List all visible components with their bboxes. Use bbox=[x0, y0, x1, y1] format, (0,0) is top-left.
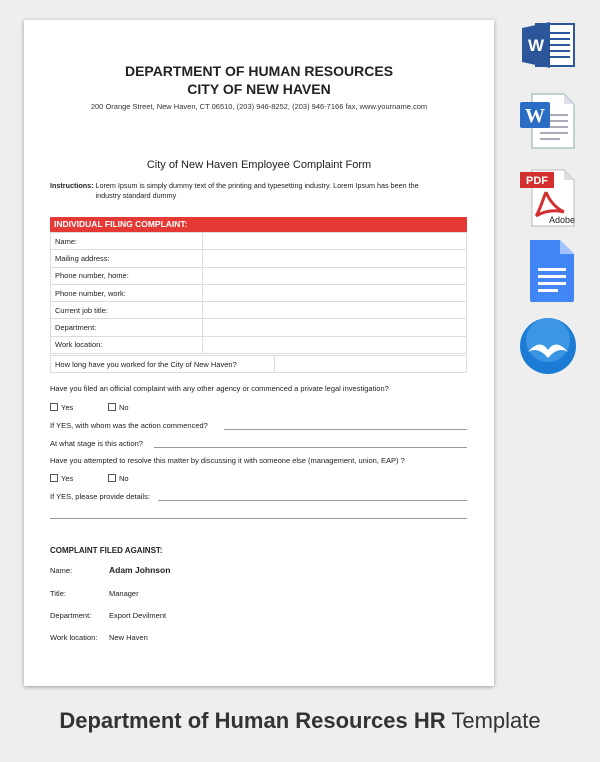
caption-rest: Template bbox=[445, 708, 541, 733]
filing-table bbox=[50, 232, 467, 354]
details-line[interactable] bbox=[158, 500, 467, 501]
q2-yes-option[interactable] bbox=[50, 474, 73, 483]
instructions-text: Lorem Ipsum is simply dummy text of the printing and typesetting industry. Lorem Ipsum has been the industry standard dummy bbox=[95, 181, 419, 200]
row-label: Phone number, work: bbox=[51, 284, 203, 301]
home-phone-field[interactable] bbox=[203, 267, 467, 284]
mailing-address-field[interactable] bbox=[203, 250, 467, 267]
word-doc-icon[interactable] bbox=[518, 90, 578, 150]
checkbox[interactable] bbox=[108, 474, 116, 482]
work-phone-field[interactable] bbox=[203, 284, 467, 301]
against-dept-value: Export Devilment bbox=[109, 611, 167, 620]
details-question: If YES, please provide details: bbox=[50, 492, 150, 501]
table-row bbox=[51, 319, 467, 336]
complaint-against-title: COMPLAINT FILED AGAINST: bbox=[50, 546, 163, 555]
q1-no-option[interactable] bbox=[108, 403, 129, 412]
city-title: CITY OF NEW HAVEN bbox=[187, 81, 331, 97]
row-label: Phone number, home: bbox=[51, 267, 203, 284]
department-field[interactable] bbox=[203, 319, 467, 336]
checkbox[interactable] bbox=[108, 403, 116, 411]
table-row bbox=[51, 336, 467, 353]
job-title-field[interactable] bbox=[203, 302, 467, 319]
tenure-table bbox=[50, 355, 467, 373]
no-label: No bbox=[119, 474, 129, 483]
address-line: 200 Orange Street, New Haven, CT 06510, (203) 946-8252, (203) 946-7166 fax, www.yourname.com bbox=[90, 102, 428, 111]
form-title: City of New Haven Employee Complaint Form bbox=[146, 159, 372, 171]
against-name-label: Name: bbox=[50, 566, 73, 575]
pdf-label: PDF bbox=[526, 175, 548, 187]
table-row bbox=[51, 356, 467, 373]
pdf-icon[interactable] bbox=[518, 168, 578, 228]
svg-text:W: W bbox=[527, 36, 545, 55]
name-field[interactable] bbox=[203, 233, 467, 250]
table-row bbox=[51, 284, 467, 301]
no-label: No bbox=[119, 403, 129, 412]
table-row bbox=[51, 302, 467, 319]
question-resolve: Have you attempted to resolve this matter by discussing it with someone else (management, union, EAP) ? bbox=[50, 456, 405, 465]
svg-text:W: W bbox=[525, 105, 545, 127]
row-label: Work location: bbox=[51, 336, 203, 353]
whom-line[interactable] bbox=[224, 429, 467, 430]
against-title-value: Manager bbox=[109, 589, 139, 598]
caption bbox=[0, 708, 600, 734]
table-row bbox=[51, 233, 467, 250]
adobe-label: Adobe bbox=[548, 215, 576, 225]
checkbox[interactable] bbox=[50, 474, 58, 482]
yes-label: Yes bbox=[61, 474, 74, 483]
details-line-2[interactable] bbox=[50, 518, 467, 519]
document-page bbox=[24, 20, 494, 686]
followup-whom: If YES, with whom was the action commenced? bbox=[50, 421, 208, 430]
question-other-agency: Have you filed an official complaint with any other agency or commenced a private legal investigation? bbox=[50, 384, 389, 393]
openoffice-icon[interactable] bbox=[518, 316, 580, 378]
word-icon[interactable] bbox=[518, 18, 578, 72]
q2-no-option[interactable] bbox=[108, 474, 129, 483]
work-location-field[interactable] bbox=[203, 336, 467, 353]
against-dept-label: Department: bbox=[50, 611, 92, 620]
instructions bbox=[50, 181, 470, 201]
against-location-value: New Haven bbox=[109, 633, 148, 642]
row-label: Name: bbox=[51, 233, 203, 250]
yes-label: Yes bbox=[61, 403, 74, 412]
caption-bold: Department of Human Resources HR bbox=[59, 708, 446, 733]
against-location-label: Work location: bbox=[50, 633, 98, 642]
against-title-label: Title: bbox=[50, 589, 66, 598]
tenure-field[interactable] bbox=[275, 356, 467, 373]
table-row bbox=[51, 267, 467, 284]
tenure-label: How long have you worked for the City of New Haven? bbox=[51, 356, 275, 373]
row-label: Department: bbox=[51, 319, 203, 336]
instructions-label: Instructions: bbox=[50, 181, 94, 190]
stage-question: At what stage is this action? bbox=[50, 439, 143, 448]
section-filing-complaint: INDIVIDUAL FILING COMPLAINT: bbox=[50, 217, 467, 232]
row-label: Current job title: bbox=[51, 302, 203, 319]
q1-yes-option[interactable] bbox=[50, 403, 73, 412]
stage-line[interactable] bbox=[154, 447, 467, 448]
row-label: Mailing address: bbox=[51, 250, 203, 267]
checkbox[interactable] bbox=[50, 403, 58, 411]
department-title: DEPARTMENT OF HUMAN RESOURCES bbox=[124, 63, 394, 79]
table-row bbox=[51, 250, 467, 267]
google-docs-icon[interactable] bbox=[518, 238, 578, 304]
against-name-value: Adam Johnson bbox=[109, 565, 171, 575]
